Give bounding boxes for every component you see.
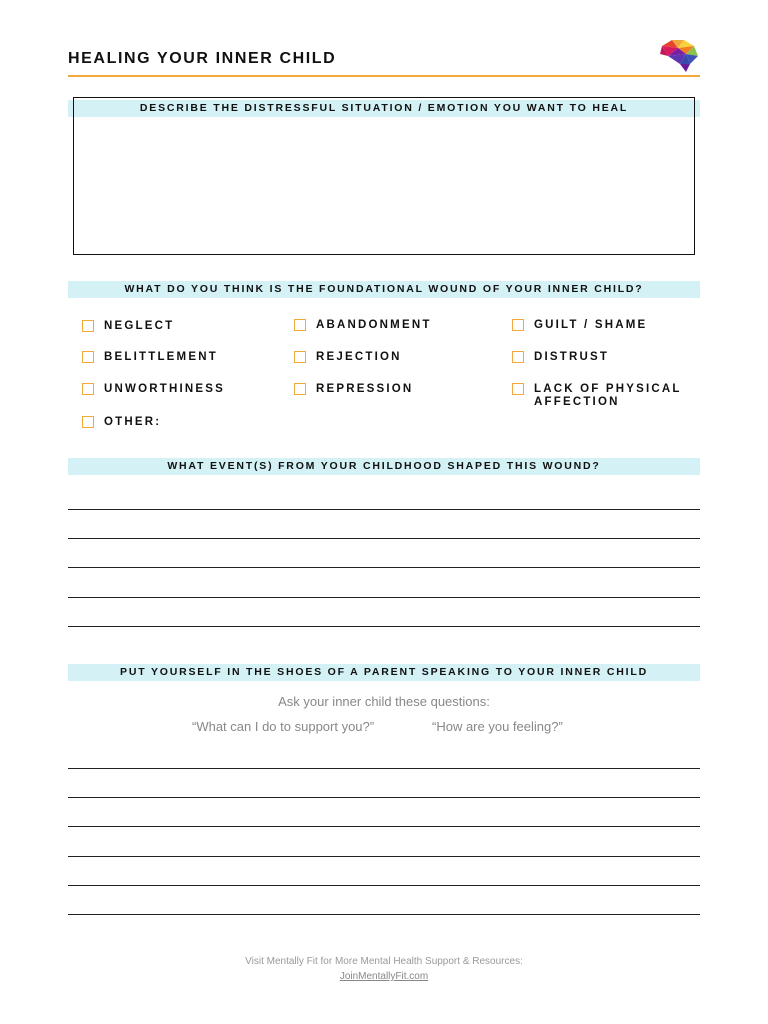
writing-line[interactable] xyxy=(68,768,700,769)
repression-label: REPRESSION xyxy=(316,383,414,395)
brain-logo-icon xyxy=(658,38,700,74)
affection-label: AFFECTION xyxy=(534,396,620,408)
situation-section-heading: DESCRIBE THE DISTRESSFUL SITUATION / EMOTION YOU WANT TO HEAL xyxy=(68,100,700,117)
prompt-text: Ask your inner child these questions: xyxy=(278,694,490,709)
page-title: HEALING YOUR INNER CHILD xyxy=(68,50,337,67)
unworthiness-checkbox[interactable] xyxy=(82,383,94,395)
other-label: OTHER: xyxy=(104,416,162,428)
writing-line[interactable] xyxy=(68,826,700,827)
guilt-shame-label: GUILT / SHAME xyxy=(534,319,648,331)
writing-line[interactable] xyxy=(68,538,700,539)
situation-text-area[interactable] xyxy=(73,97,695,255)
question-feeling: “How are you feeling?” xyxy=(432,719,563,734)
repression-checkbox[interactable] xyxy=(294,383,306,395)
writing-line[interactable] xyxy=(68,567,700,568)
writing-line[interactable] xyxy=(68,885,700,886)
rejection-checkbox[interactable] xyxy=(294,351,306,363)
title-rule xyxy=(68,75,700,77)
neglect-label: NEGLECT xyxy=(104,320,175,332)
abandonment-checkbox[interactable] xyxy=(294,319,306,331)
writing-line[interactable] xyxy=(68,509,700,510)
belittlement-checkbox[interactable] xyxy=(82,351,94,363)
writing-line[interactable] xyxy=(68,597,700,598)
distrust-checkbox[interactable] xyxy=(512,351,524,363)
events-section-heading: WHAT EVENT(S) FROM YOUR CHILDHOOD SHAPED THIS WOUND? xyxy=(68,458,700,475)
writing-line[interactable] xyxy=(68,626,700,627)
question-support: “What can I do to support you?” xyxy=(192,719,375,734)
wound-section-heading: WHAT DO YOU THINK IS THE FOUNDATIONAL WOUND OF YOUR INNER CHILD? xyxy=(68,281,700,298)
neglect-checkbox[interactable] xyxy=(82,320,94,332)
lack-of-physical-affection-checkbox[interactable] xyxy=(512,383,524,395)
writing-line[interactable] xyxy=(68,797,700,798)
belittlement-label: BELITTLEMENT xyxy=(104,351,218,363)
writing-line[interactable] xyxy=(68,856,700,857)
writing-line[interactable] xyxy=(68,914,700,915)
rejection-label: REJECTION xyxy=(316,351,402,363)
distrust-label: DISTRUST xyxy=(534,351,610,363)
footer-text: Visit Mentally Fit for More Mental Health Support & Resources: xyxy=(245,956,523,967)
abandonment-label: ABANDONMENT xyxy=(316,319,432,331)
unworthiness-label: UNWORTHINESS xyxy=(104,383,225,395)
lack-of-physical-label: LACK OF PHYSICAL xyxy=(534,383,682,395)
footer-link[interactable]: JoinMentallyFit.com xyxy=(339,971,429,982)
other-checkbox[interactable] xyxy=(82,416,94,428)
parent-section-heading: PUT YOURSELF IN THE SHOES OF A PARENT SPEAKING TO YOUR INNER CHILD xyxy=(68,664,700,681)
guilt-shame-checkbox[interactable] xyxy=(512,319,524,331)
